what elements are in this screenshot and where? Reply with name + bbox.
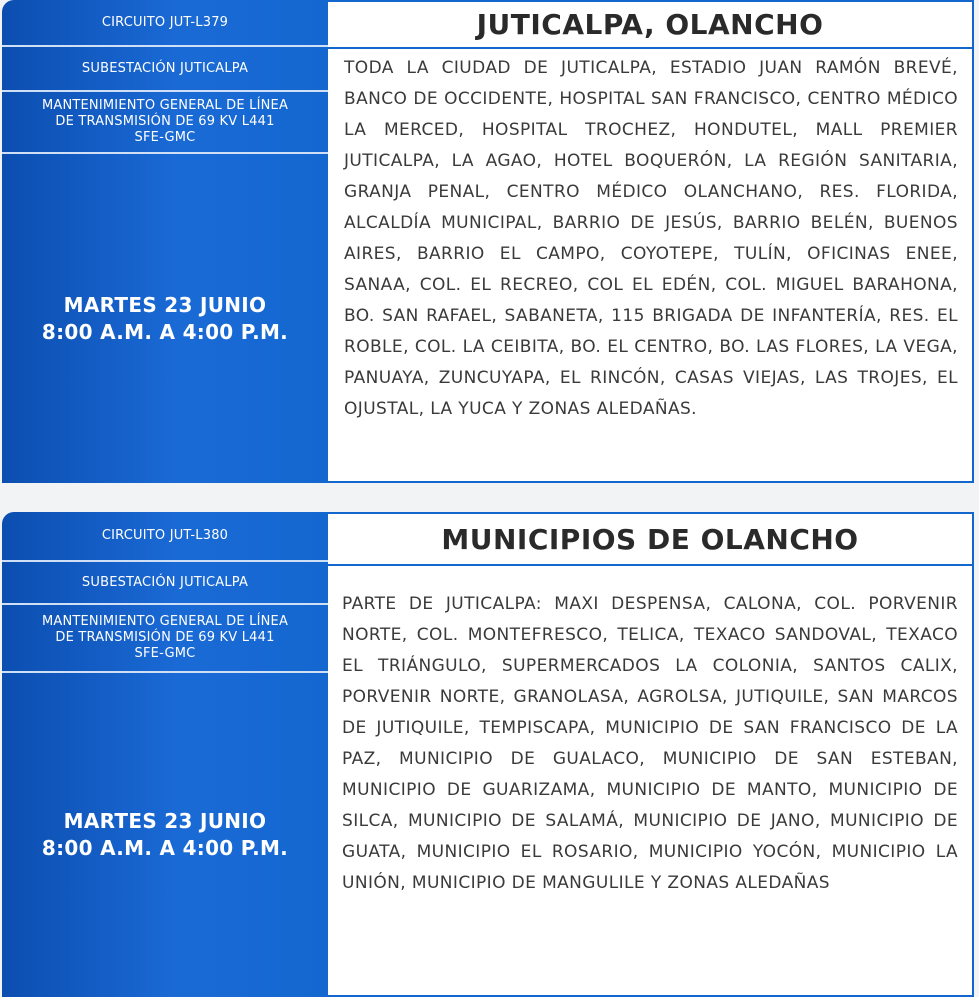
schedule-date: MARTES 23 JUNIO [63,292,267,317]
notice-info-panel [2,512,328,997]
maintenance-line: MANTENIMIENTO GENERAL DE LÍNEA [41,98,289,113]
circuit-label: CIRCUITO JUT-L380 [2,512,328,562]
notice-content-panel [328,0,974,483]
circuit-label: CIRCUITO JUT-L379 [2,0,328,47]
maintenance-line: SFE-GMC [134,130,196,145]
maintenance-line: DE TRANSMISIÓN DE 69 KV L441 [55,630,275,645]
schedule-time: 8:00 A.M. A 4:00 P.M. [41,319,289,344]
substation-label: SUBESTACIÓN JUTICALPA [2,47,328,92]
maintenance-description [2,605,328,673]
schedule-date: MARTES 23 JUNIO [63,809,267,833]
affected-areas-text: TODA LA CIUDAD DE JUTICALPA, ESTADIO JUAN RAMÓN BREVÉ, BANCO DE OCCIDENTE, HOSPITAL SAN FRANCISCO, CENTRO MÉDICO LA MERCED, HOSPITAL TROCHEZ, HONDUTEL, MALL PREMIER JUTICALPA, LA AGAO, HOTEL BOQUERÓN, LA REGIÓN SANITARIA, GRANJA PENAL, CENTRO MÉDICO OLANCHANO, RES. FLORIDA, ALCALDÍA MUNICIPAL, BARRIO DE JESÚS, BARRIO BELÉN, BUENOS AIRES, BARRIO EL CAMPO, COYOTEPE, TULÍN, OFICINAS ENEE, SANAA, COL. EL RECREO, COL EL EDÉN, COL. MIGUEL BARAHONA, BO. SAN RAFAEL, SABANETA, 115 BRIGADA DE INFANTERÍA, RES. EL ROBLE, COL. LA CEIBITA, BO. EL CENTRO, BO. LAS FLORES, LA VEGA, PANUAYA, ZUNCUYAPA, EL RINCÓN, CASAS VIEJAS, LAS TROJES, EL OJUSTAL, LA YUCA Y ZONAS ALEDAÑAS. [344,58,958,419]
notice-title: JUTICALPA, OLANCHO [328,2,972,49]
schedule-time: 8:00 A.M. A 4:00 P.M. [41,836,289,860]
schedule [2,154,328,483]
notice-content-panel [328,512,974,997]
maintenance-line: MANTENIMIENTO GENERAL DE LÍNEA [41,614,289,629]
maintenance-description [2,92,328,154]
notice-info-panel [2,0,328,483]
outage-notice-card [2,512,974,997]
maintenance-line: DE TRANSMISIÓN DE 69 KV L441 [55,114,275,129]
substation-label: SUBESTACIÓN JUTICALPA [2,562,328,605]
outage-notice-card [2,0,974,483]
affected-areas-text: PARTE DE JUTICALPA: MAXI DESPENSA, CALONA, COL. PORVENIR NORTE, COL. MONTEFRESCO, TELICA, TEXACO SANDOVAL, TEXACO EL TRIÁNGULO, SUPERMERCADOS LA COLONIA, SANTOS CALIX, PORVENIR NORTE, GRANOLASA, AGROLSA, JUTIQUILE, SAN MARCOS DE JUTIQUILE, TEMPISCAPA, MUNICIPIO DE SAN FRANCISCO DE LA PAZ, MUNICIPIO DE GUALACO, MUNICIPIO DE SAN ESTEBAN, MUNICIPIO DE GUARIZAMA, MUNICIPIO DE MANTO, MUNICIPIO DE SILCA, MUNICIPIO DE SALAMÁ, MUNICIPIO DE JANO, MUNICIPIO DE GUATA, MUNICIPIO EL ROSARIO, MUNICIPIO YOCÓN, MUNICIPIO LA UNIÓN, MUNICIPIO DE MANGULILE Y ZONAS ALEDAÑAS [342,594,958,893]
maintenance-line: SFE-GMC [134,646,196,661]
schedule [2,673,328,997]
notice-title: MUNICIPIOS DE OLANCHO [328,514,972,566]
